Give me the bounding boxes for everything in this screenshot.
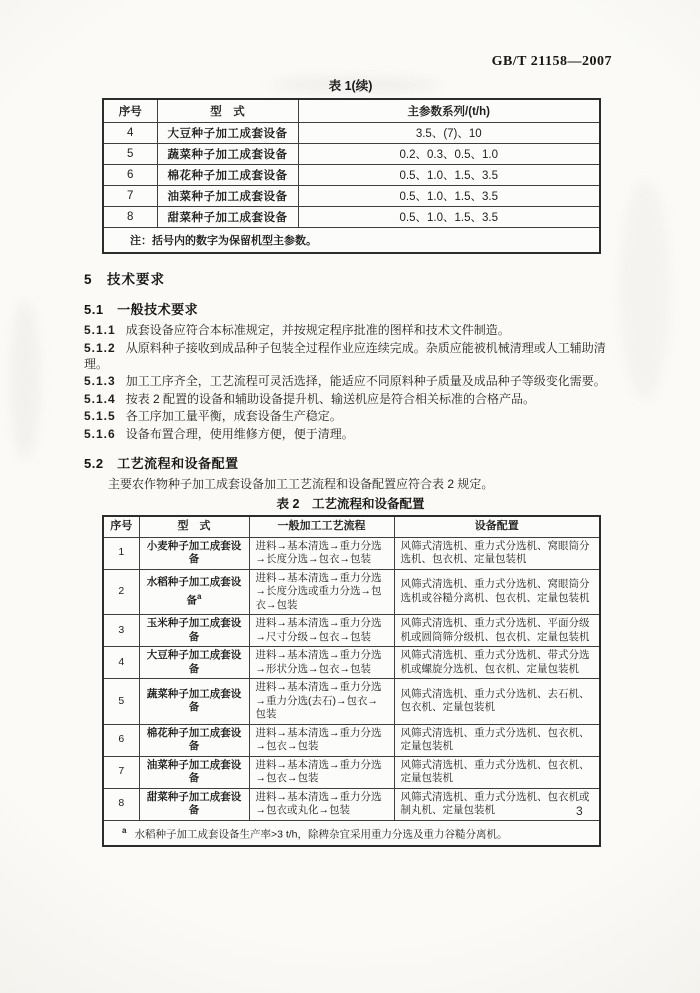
clause-5-1-3 (84, 373, 616, 389)
process-cell: 进料→基本清选→重力分选→尺寸分级→包衣→包装 (249, 615, 394, 647)
equipment-cell: 风筛式清选机、重力式分选机、带式分选机或螺旋分选机、包衣机、定量包装机 (394, 647, 600, 679)
clause-number: 5.1.2 (84, 340, 116, 355)
params-cell: 0.5、1.0、1.5、3.5 (298, 165, 600, 186)
row-number-cell: 8 (103, 788, 139, 820)
equipment-cell: 风筛式清选机、重力式分选机、平面分级机或圆筒筛分级机、包衣机、定量包装机 (394, 615, 600, 647)
table-row (103, 756, 600, 788)
table-row (103, 186, 600, 207)
table-row (103, 144, 600, 165)
table2-col-equipment: 设备配置 (394, 516, 600, 538)
table2-footnote-row (103, 820, 600, 846)
params-cell: 0.2、0.3、0.5、1.0 (298, 144, 600, 165)
type-cell: 棉花种子加工成套设备 (139, 724, 249, 756)
equipment-cell: 风筛式清选机、重力式分选机、窝眼筒分选机或谷糙分离机、包衣机、定量包装机 (394, 569, 600, 615)
clause-number: 5.1.6 (84, 426, 116, 441)
clause-5-1-1 (84, 322, 616, 338)
type-cell (139, 569, 249, 615)
section-5-heading: 5 技术要求 (84, 272, 166, 287)
equipment-cell: 风筛式清选机、重力式分选机、去石机、包衣机、定量包装机 (394, 679, 600, 725)
table-row (103, 724, 600, 756)
table2-col-process: 一般加工工艺流程 (249, 516, 394, 538)
clause-text: 设备布置合理，使用维修方便，便于清理。 (125, 426, 354, 441)
type-cell: 油菜种子加工成套设备 (157, 186, 298, 207)
footnote-text: 水稻种子加工成套设备生产率>3 t/h，除稗杂宜采用重力分选及重力谷糙分离机。 (134, 828, 508, 840)
type-label: 水稻种子加工成套设备 (146, 576, 242, 606)
clause-text: 成套设备应符合本标准规定，并按规定程序批准的图样和技术文件制造。 (125, 323, 510, 337)
clause-number: 5.1.4 (84, 391, 116, 406)
row-number-cell: 3 (103, 615, 139, 647)
table1-header-row (103, 99, 600, 123)
row-number-cell: 7 (103, 756, 139, 788)
table-row (103, 123, 600, 144)
process-cell: 进料→基本清选→重力分选→形状分选→包衣→包装 (249, 647, 394, 679)
type-cell: 大豆种子加工成套设备 (157, 123, 298, 144)
type-cell: 棉花种子加工成套设备 (157, 165, 298, 186)
footnote-ref-marker: a (197, 591, 202, 601)
table-row (103, 207, 600, 228)
equipment-cell: 风筛式清选机、重力式分选机、窝眼筒分选机、包衣机、定量包装机 (394, 537, 600, 569)
table1-note: 注：括号内的数字为保留机型主参数。 (103, 228, 600, 254)
process-cell: 进料→基本清选→重力分选→包衣→包装 (249, 724, 394, 756)
row-number-cell: 2 (103, 569, 139, 615)
row-number-cell: 4 (103, 647, 139, 679)
section-5-2-heading: 5.2 工艺流程和设备配置 (84, 455, 239, 471)
table-row (103, 165, 600, 186)
scan-smudge (620, 180, 670, 400)
equipment-cell: 风筛式清选机、重力式分选机、包衣机、定量包装机 (394, 756, 600, 788)
clause-number: 5.1.1 (84, 323, 116, 337)
table-row (103, 537, 600, 569)
table-row (103, 647, 600, 679)
params-cell: 0.5、1.0、1.5、3.5 (298, 186, 600, 207)
table-row (103, 679, 600, 725)
table-row (103, 788, 600, 820)
scan-smudge (10, 300, 40, 460)
type-cell: 甜菜种子加工成套设备 (157, 207, 298, 228)
params-cell: 3.5、(7)、10 (298, 123, 600, 144)
page-content (84, 76, 616, 847)
section-5-2-intro: 主要农作物种子加工成套设备加工工艺流程和设备配置应符合表 2 规定。 (108, 476, 494, 491)
process-cell: 进料→基本清选→重力分选→包衣或丸化→包装 (249, 788, 394, 820)
clause-text: 各工序加工量平衡，成套设备生产稳定。 (125, 409, 342, 423)
table1-col-no: 序号 (103, 99, 157, 123)
clause-5-1-5 (84, 408, 616, 424)
clause-number: 5.1.5 (84, 409, 116, 423)
type-cell: 蔬菜种子加工成套设备 (139, 679, 249, 725)
table2-col-no: 序号 (103, 516, 139, 538)
row-number-cell: 6 (103, 165, 157, 186)
type-cell: 玉米种子加工成套设备 (139, 615, 249, 647)
table2-col-type: 型 式 (139, 516, 249, 538)
process-cell: 进料→基本清选→重力分选→重力分选(去石)→包衣→包装 (249, 679, 394, 725)
clause-5-1-6 (84, 426, 616, 442)
clause-text: 按表 2 配置的设备和辅助设备提升机、输送机应是符合相关标准的合格产品。 (125, 391, 536, 406)
clause-5-1-4 (84, 391, 616, 407)
process-cell: 进料→基本清选→重力分选→长度分选→包衣→包装 (249, 537, 394, 569)
standard-code-header: GB/T 21158—2007 (491, 54, 612, 69)
clause-5-1-2 (84, 340, 616, 372)
footnote-marker: a (122, 825, 127, 835)
process-cell: 进料→基本清选→重力分选→长度分选或重力分选→包衣→包装 (249, 569, 394, 615)
row-number-cell: 5 (103, 144, 157, 165)
equipment-cell: 风筛式清选机、重力式分选机、包衣机、定量包装机 (394, 724, 600, 756)
type-cell: 油菜种子加工成套设备 (139, 756, 249, 788)
process-cell: 进料→基本清选→重力分选→包衣→包装 (249, 756, 394, 788)
row-number-cell: 4 (103, 123, 157, 144)
table1-note-row (103, 228, 600, 254)
table-row (103, 615, 600, 647)
row-number-cell: 8 (103, 207, 157, 228)
params-cell: 0.5、1.0、1.5、3.5 (298, 207, 600, 228)
table1-col-params: 主参数系列/(t/h) (298, 99, 600, 123)
table2-header-row (103, 516, 600, 538)
table2-title: 表 2 工艺流程和设备配置 (276, 496, 425, 511)
table-row (103, 569, 600, 615)
type-cell: 大豆种子加工成套设备 (139, 647, 249, 679)
clause-text: 从原料种子接收到成品种子包装全过程作业应连续完成。杂质应能被机械清理或人工辅助清理。 (84, 340, 606, 371)
table2-footnote (103, 820, 600, 846)
equipment-cell: 风筛式清选机、重力式分选机、包衣机或制丸机、定量包装机 (394, 788, 600, 820)
clause-text: 加工工序齐全，工艺流程可灵活选择，能适应不同原料种子质量及成品种子等级变化需要。 (125, 374, 606, 388)
type-cell: 甜菜种子加工成套设备 (139, 788, 249, 820)
row-number-cell: 1 (103, 537, 139, 569)
table1-col-type: 型 式 (157, 99, 298, 123)
row-number-cell: 6 (103, 724, 139, 756)
table2-process-equipment (102, 515, 601, 847)
table1-parameters (102, 98, 601, 254)
type-cell: 蔬菜种子加工成套设备 (157, 144, 298, 165)
row-number-cell: 7 (103, 186, 157, 207)
clause-number: 5.1.3 (84, 374, 116, 388)
page-number: 3 (576, 804, 583, 818)
type-cell: 小麦种子加工成套设备 (139, 537, 249, 569)
table1-title: 表 1(续) (328, 79, 373, 93)
section-5-1-heading: 5.1 一般技术要求 (84, 302, 199, 317)
row-number-cell: 5 (103, 679, 139, 725)
